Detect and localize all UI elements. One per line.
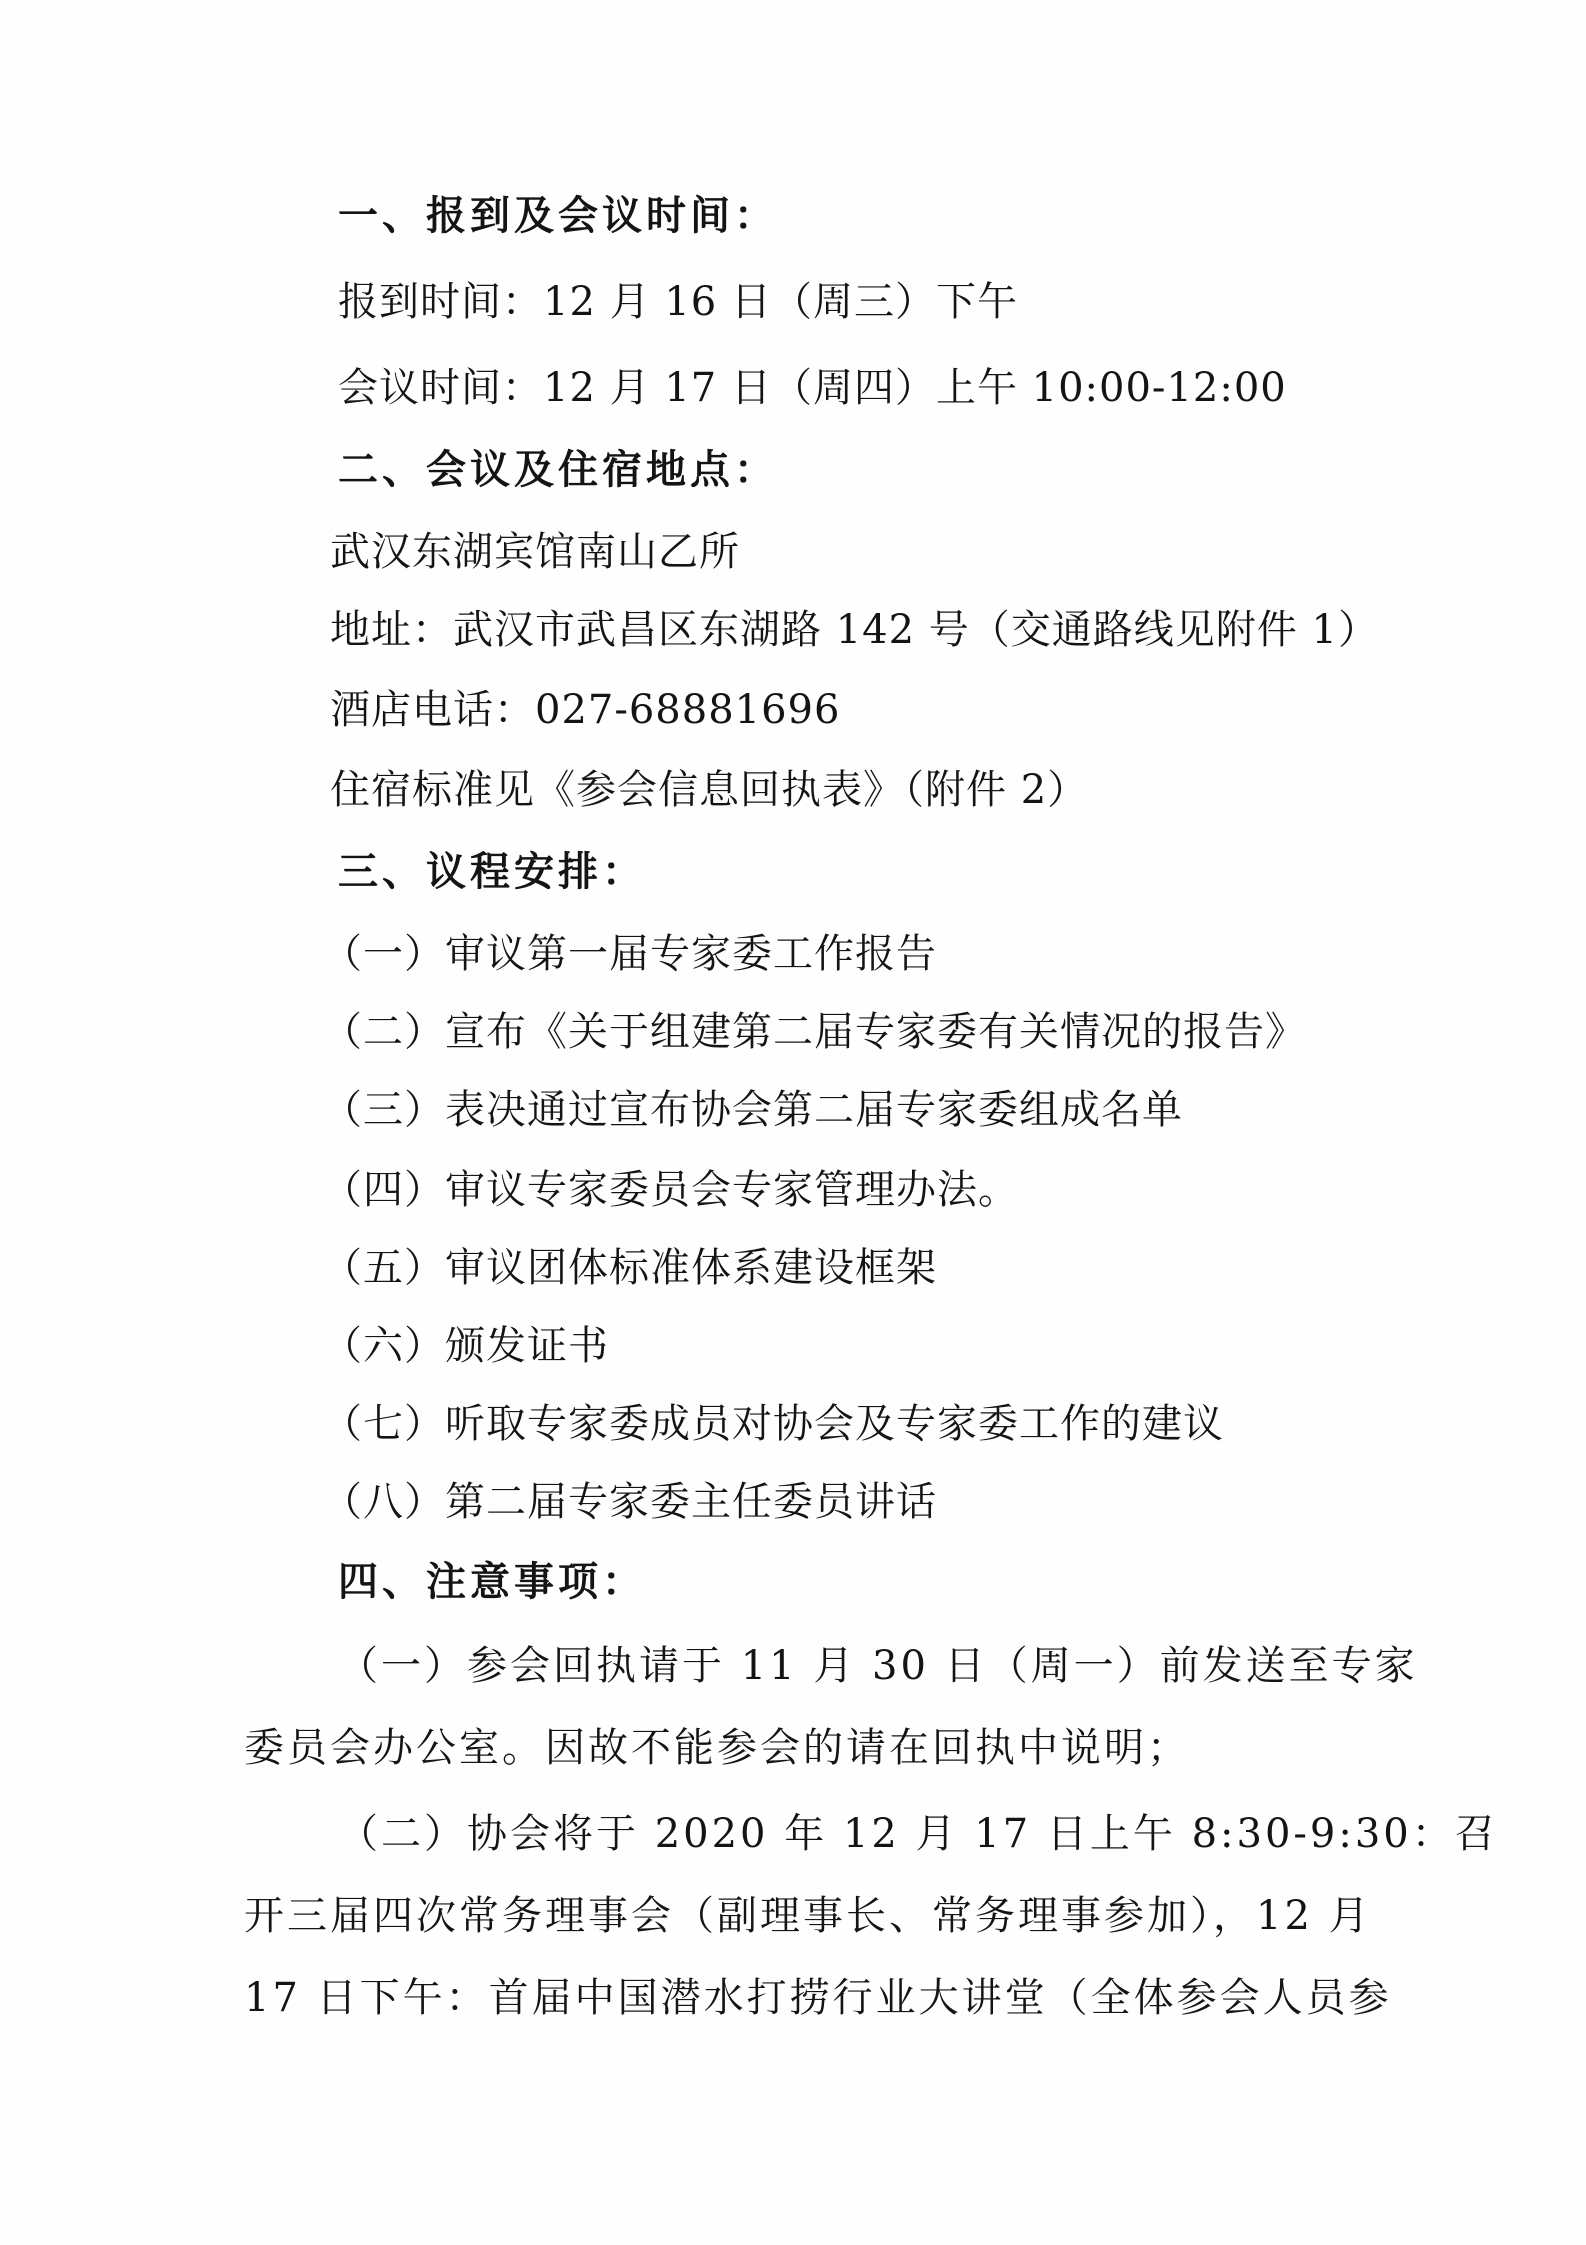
section2-heading: 二、会议及住宿地点： — [338, 446, 778, 493]
report-time: 报到时间：12 月 16 日（周三）下午 — [338, 279, 1018, 325]
agenda-item: （一）审议第一届专家委工作报告 — [322, 931, 937, 977]
agenda-item: （六）颁发证书 — [322, 1323, 609, 1369]
agenda-item: （四）审议专家委员会专家管理办法。 — [322, 1167, 1019, 1213]
agenda-item: （二）宣布《关于组建第二届专家委有关情况的报告》 — [322, 1009, 1306, 1055]
agenda-item: （三）表决通过宣布协会第二届专家委组成名单 — [322, 1087, 1183, 1133]
hotel-phone: 酒店电话：027-68881696 — [330, 687, 841, 733]
venue-name: 武汉东湖宾馆南山乙所 — [330, 529, 740, 575]
notice-line: 委员会办公室。因故不能参会的请在回执中说明； — [244, 1725, 1190, 1771]
agenda-item: （八）第二届专家委主任委员讲话 — [322, 1479, 937, 1525]
section1-heading: 一、报到及会议时间： — [338, 192, 778, 239]
agenda-item: （五）审议团体标准体系建设框架 — [322, 1245, 937, 1291]
section3-heading: 三、议程安排： — [338, 848, 646, 895]
notice-line: 开三届四次常务理事会（副理事长、常务理事参加），12 月 — [244, 1893, 1372, 1939]
meeting-time: 会议时间：12 月 17 日（周四）上午 10:00-12:00 — [338, 365, 1287, 411]
venue-address: 地址：武汉市武昌区东湖路 142 号（交通路线见附件 1） — [330, 607, 1379, 653]
notice-line: （二）协会将于 2020 年 12 月 17 日上午 8:30-9:30：召 — [338, 1811, 1498, 1857]
accommodation-standard: 住宿标准见《参会信息回执表》（附件 2） — [330, 767, 1089, 813]
notice-line: （一）参会回执请于 11 月 30 日（周一）前发送至专家 — [338, 1643, 1418, 1689]
notice-line: 17 日下午：首届中国潜水打捞行业大讲堂（全体参会人员参 — [244, 1975, 1392, 2021]
agenda-item: （七）听取专家委成员对协会及专家委工作的建议 — [322, 1401, 1224, 1447]
section4-heading: 四、注意事项： — [338, 1558, 646, 1605]
